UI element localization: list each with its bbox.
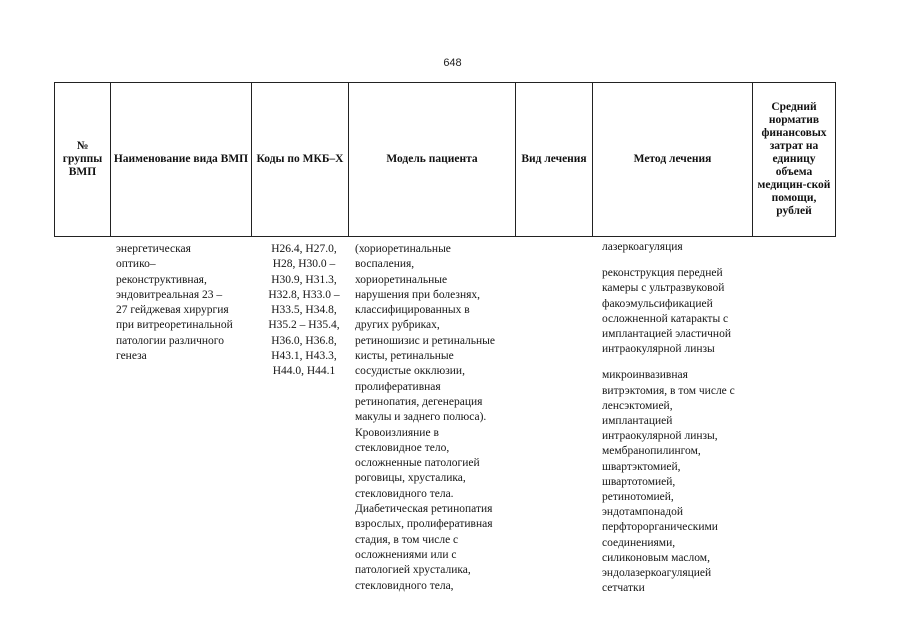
cell-patient-model (355, 242, 520, 594)
model-line: воспаления, (355, 258, 415, 271)
model-line: пролиферативная (355, 380, 441, 393)
vmp-name-line: при витреоретинальной (116, 319, 233, 332)
codes-line: H28, H30.0 – (272, 258, 336, 271)
vmp-name-line: реконструктивная, (116, 273, 207, 286)
method-line: ленсэктомией, (602, 399, 673, 412)
header-codes: Коды по МКБ–Х (252, 83, 349, 237)
method-line: мембранопилингом, (602, 445, 701, 458)
method-line: швартотомией, (602, 475, 676, 488)
model-line: патологией хрусталика, (355, 564, 471, 577)
model-line: роговицы, хрусталика, (355, 472, 466, 485)
method-line: камеры с ультразвуковой (602, 282, 725, 295)
method-line: осложненной катаракты с (602, 312, 729, 325)
method-line: реконструкция передней (602, 267, 723, 280)
method-line: факоэмульсификацией (602, 297, 713, 310)
codes-line: H33.5, H34.8, (271, 304, 337, 317)
header-method: Метод лечения (593, 83, 753, 237)
model-line: классифицированных в (355, 304, 470, 317)
cell-method (602, 240, 762, 596)
method-line: швартэктомией, (602, 460, 681, 473)
model-line: стекловидное тело, (355, 441, 450, 454)
method-line: соединениями, (602, 536, 676, 549)
model-line: Диабетическая ретинопатия (355, 503, 493, 516)
model-line: кисты, ретинальные (355, 350, 454, 363)
model-line: (хориоретинальные (355, 243, 451, 255)
model-line: стекловидного тела, (355, 579, 454, 592)
model-line: других рубриках, (355, 319, 440, 332)
header-cost: Средний норматив финансовых затрат на единицу объема медицин-ской помощи, рублей (753, 83, 836, 237)
table-header (54, 82, 836, 237)
method-line: лазеркоагуляция (602, 241, 683, 253)
vmp-name-line: эндовитреальная 23 – (116, 288, 223, 301)
method-line: интраокулярной линзы (602, 343, 715, 356)
page-number: 648 (443, 57, 462, 69)
model-line: взрослых, пролиферативная (355, 518, 493, 531)
vmp-name-line: генеза (116, 350, 147, 363)
vmp-name-line: патологии различного (116, 334, 224, 347)
model-line: осложнениями или с (355, 548, 457, 561)
model-line: стадия, в том числе с (355, 533, 459, 546)
codes-line: H43.1, H43.3, (271, 350, 337, 363)
model-line: нарушения при болезнях, (355, 288, 481, 301)
header-patient-model: Модель пациента (349, 83, 516, 237)
method-line: ретинотомией, (602, 491, 674, 504)
model-line: ретиношизис и ретинальные (355, 334, 496, 347)
codes-line: H36.0, H36.8, (271, 334, 337, 347)
header-treatment-type: Вид лечения (516, 83, 593, 237)
method-line: эндотампонадой (602, 506, 684, 519)
vmp-name-line: энергетическая (116, 243, 191, 255)
method-line: витрэктомия, в том числе с (602, 384, 735, 397)
model-line: сосудистые окклюзии, (355, 365, 465, 378)
vmp-name-line: оптико– (116, 258, 156, 271)
codes-line: H26.4, H27.0, (271, 243, 337, 255)
model-line: стекловидного тела. (355, 487, 454, 500)
vmp-name-line: 27 гейджевая хирургия (116, 304, 229, 317)
codes-line: H32.8, H33.0 – (268, 288, 340, 301)
model-line: макулы и заднего полюса). (355, 411, 487, 424)
method-line: микроинвазивная (602, 369, 688, 382)
cell-vmp-name (116, 242, 256, 364)
model-line: хориоретинальные (355, 273, 448, 286)
method-line: имплантацией эластичной (602, 328, 731, 341)
header-vmp-name: Наименование вида ВМП (111, 83, 252, 237)
codes-line: H44.0, H44.1 (272, 365, 336, 378)
cell-codes (258, 242, 350, 380)
method-line: сетчатки (602, 582, 645, 595)
model-line: Кровоизлияние в (355, 426, 439, 439)
method-line: имплантацией (602, 415, 673, 428)
model-line: ретинопатия, дегенерация (355, 395, 483, 408)
model-line: осложненные патологией (355, 457, 480, 470)
method-line: интраокулярной линзы, (602, 430, 718, 443)
codes-line: H30.9, H31.3, (271, 273, 337, 286)
codes-line: H35.2 – H35.4, (268, 319, 340, 332)
method-line: эндолазеркоагуляцией (602, 567, 712, 580)
method-line: перфторорганическими (602, 521, 718, 534)
method-line: силиконовым маслом, (602, 551, 710, 564)
header-group: № группы ВМП (55, 83, 111, 237)
